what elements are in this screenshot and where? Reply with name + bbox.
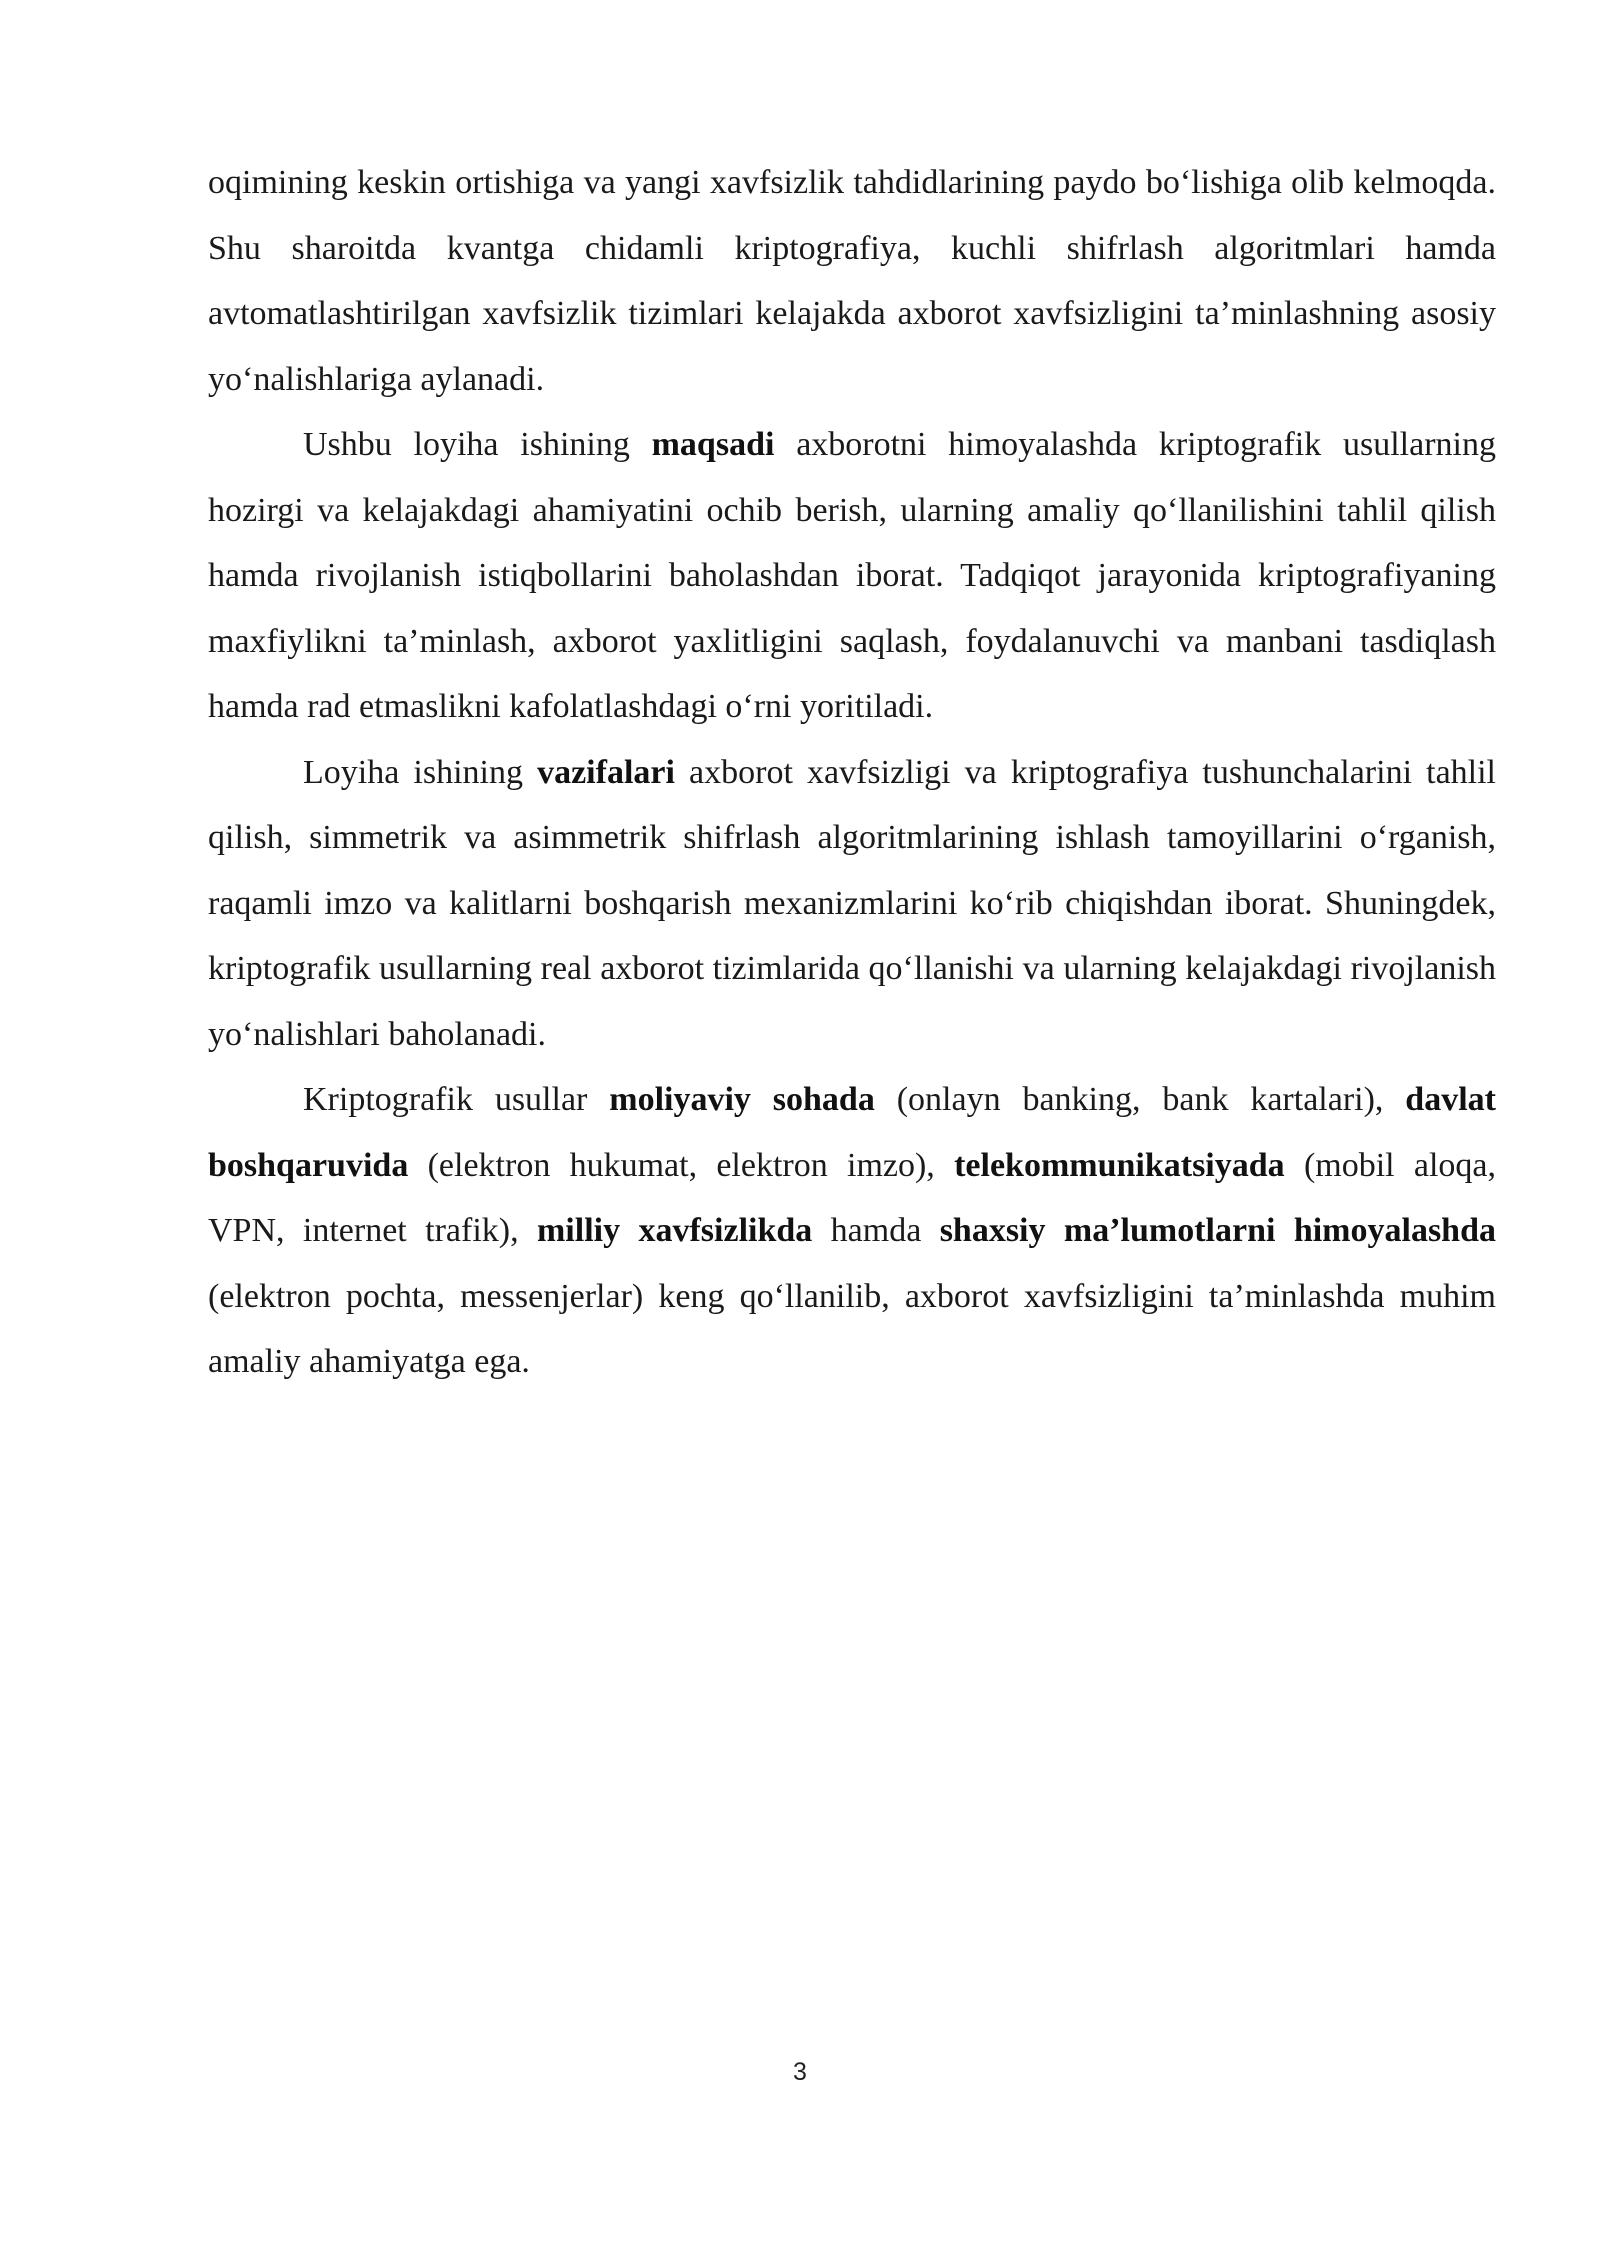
applications-bold-national-security: milliy xavfsizlikda (536, 1212, 813, 1249)
applications-bold-government: davlat boshqaruvida (208, 1081, 1496, 1184)
tasks-text-1: Loyiha ishining (303, 753, 538, 791)
applications-text-1: Kriptografik usullar (303, 1081, 610, 1118)
paragraph-continuation: oqimining keskin ortishiga va yangi xavfsizlik tahdidlarining paydo bo‘lishiga olib kelmoqda. Shu sharoitda kvantga chidamli kriptografiya, kuchli shifrlash algoritmlari hamda avtomatlashtirilgan xavfsizlik tizimlari kelajakda axborot xavfsizligini ta’minlashning asosiy yo‘nalishlariga aylanadi. (208, 164, 1496, 398)
paragraph-tasks (208, 740, 1496, 1068)
paragraph-goal (208, 412, 1496, 740)
applications-text-6: (elektron pochta, messenjerlar) keng qo‘llanilib, axborot xavfsizligini ta’minlashda muhim amaliy ahamiyatga ega. (208, 1277, 1496, 1380)
applications-bold-telecom: telekommunikatsiyada (954, 1146, 1285, 1184)
tasks-bold-vazifalari: vazifalari (537, 753, 675, 791)
applications-bold-finance: moliyaviy sohada (609, 1081, 875, 1118)
applications-text-4: (mobil aloqa, VPN, internet trafik), (208, 1146, 1496, 1249)
applications-text-5: hamda (812, 1212, 940, 1249)
tasks-text-2: axborot xavfsizligi va kriptografiya tushunchalarini tahlil qilish, simmetrik va asimmetrik shifrlash algoritmlarining ishlash tamoyillarini o‘rganish, raqamli imzo va kalitlarni boshqarish mexanizmlarini ko‘rib chiqishdan iborat. Shuningdek, kriptografik usullarning real axborot tizimlarida qo‘llanishi va ularning kelajakdagi rivojlanish yo‘nalishlari baholanadi. (208, 753, 1496, 1053)
applications-bold-personal-data: shaxsiy ma’lumotlarni himoyalashda (939, 1212, 1496, 1249)
goal-text-2: axborotni himoyalashda kriptografik usullarning hozirgi va kelajakdagi ahamiyatini ochib berish, ularning amaliy qo‘llanilishini tahlil qilish hamda rivojlanish istiqbollarini baholashdan iborat. Tadqiqot jarayonida kriptografiyaning maxfiylikni ta’minlash, axborot yaxlitligini saqlash, foydalanuvchi va manbani tasdiqlash hamda rad etmaslikni kafolatlashdagi o‘rni yoritiladi. (208, 426, 1496, 725)
goal-text-1: Ushbu loyiha ishining (303, 426, 652, 463)
goal-bold-maqsadi: maqsadi (651, 426, 775, 463)
page-number: 3 (793, 2058, 807, 2086)
applications-text-2: (onlayn banking, bank kartalari), (874, 1081, 1406, 1118)
applications-text-3: (elektron hukumat, elektron imzo), (408, 1146, 955, 1184)
body-text (208, 150, 1496, 1395)
paragraph-applications (208, 1067, 1496, 1395)
